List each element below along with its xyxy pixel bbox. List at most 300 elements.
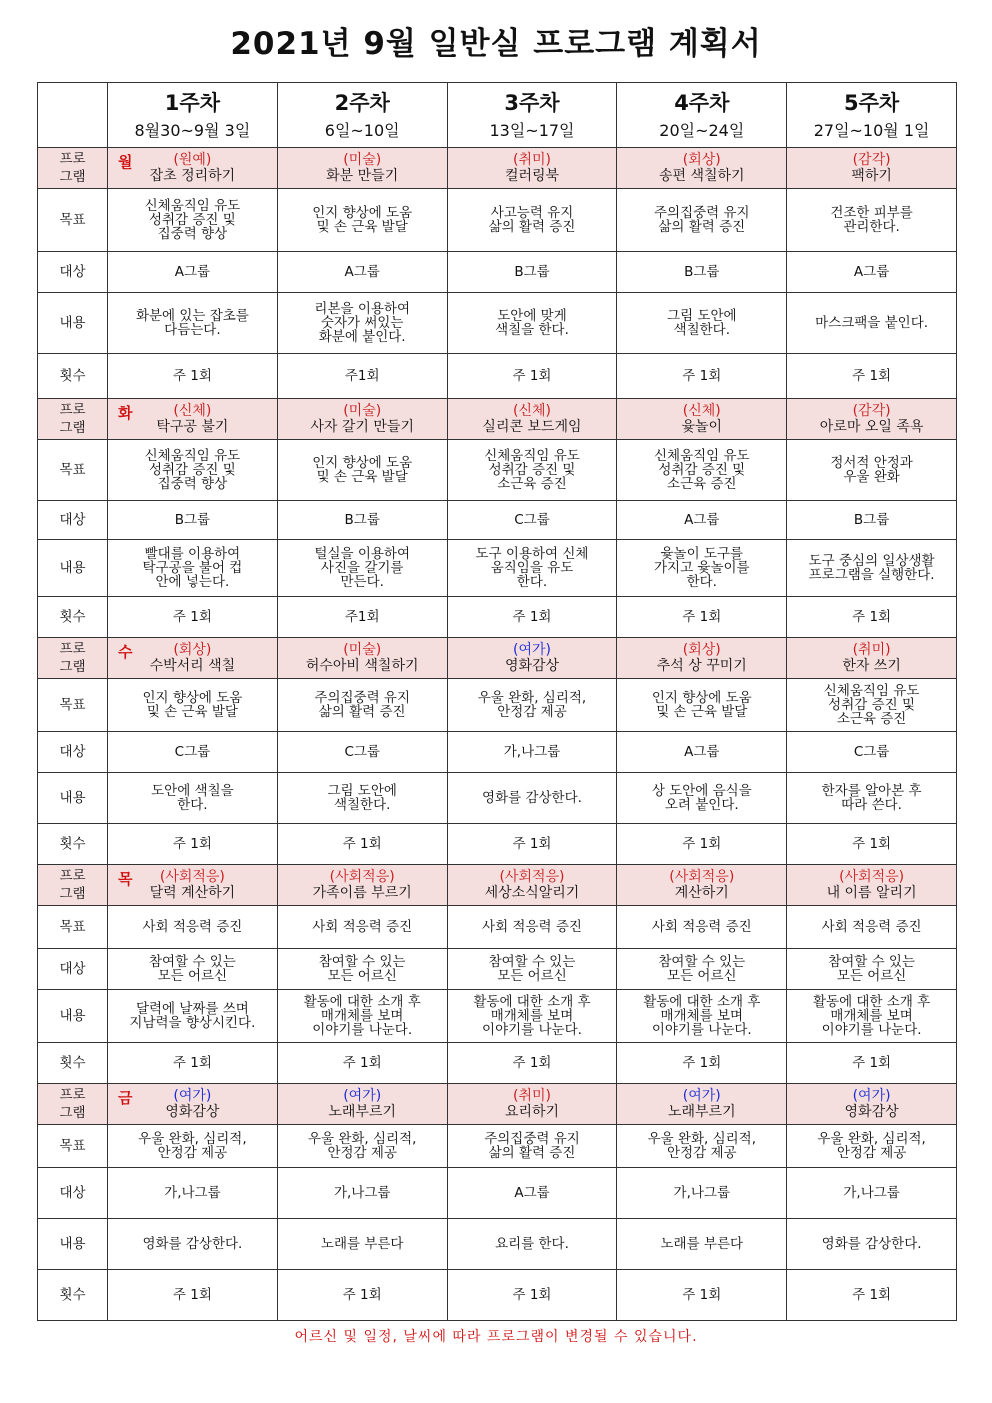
- program-name: 내 이름 알리기: [826, 885, 917, 901]
- target-text: A그룹: [853, 264, 890, 280]
- goal-cell: [617, 1125, 787, 1168]
- goal-text: 사회 적응력 증진: [142, 919, 243, 935]
- week-header-1: [108, 83, 278, 148]
- day-3-content-row: [38, 773, 957, 824]
- day-2-frequency-row: [38, 597, 957, 638]
- goal-cell: [787, 906, 957, 949]
- content-text: 노래를 부른다: [320, 1236, 404, 1252]
- goal-cell: [277, 1125, 447, 1168]
- day-2-content-row: [38, 540, 957, 597]
- program-cell: [108, 399, 278, 440]
- target-cell: [108, 949, 278, 990]
- content-text: 영화를 감상한다.: [482, 790, 582, 806]
- content-text: 도안에 색칠을 한다.: [151, 783, 234, 813]
- frequency-text: 주1회: [344, 609, 380, 625]
- program-name: 추석 상 꾸미기: [656, 658, 747, 674]
- target-cell: [617, 252, 787, 293]
- row-label-goal: [38, 906, 108, 949]
- row-label-frequency: [38, 1043, 108, 1084]
- goal-cell: [447, 1125, 617, 1168]
- target-text: A그룹: [344, 264, 380, 280]
- program-name: 잡초 정리하기: [149, 168, 236, 184]
- frequency-text: 주 1회: [172, 836, 212, 852]
- frequency-cell: [447, 597, 617, 638]
- program-category: (여가): [852, 1088, 891, 1104]
- frequency-text: 주 1회: [682, 836, 722, 852]
- program-plan-table: [37, 82, 957, 1321]
- content-text: 도안에 맞게 색칠을 한다.: [495, 308, 569, 338]
- goal-text: 정서적 안정과 우울 완화: [830, 455, 913, 485]
- target-text: 참여할 수 있는 모든 어르신: [828, 954, 916, 984]
- program-name: 송편 색칠하기: [658, 168, 745, 184]
- program-name: 수박서리 색칠: [149, 658, 236, 674]
- content-cell: [108, 773, 278, 824]
- row-label-content: [38, 990, 108, 1043]
- target-text: 참여할 수 있는 모든 어르신: [658, 954, 746, 984]
- content-text: 그림 도안에 색칠한다.: [667, 308, 737, 338]
- content-cell: [617, 1219, 787, 1270]
- goal-text: 사고능력 유지 삶의 활력 증진: [488, 205, 576, 235]
- row-label-goal: [38, 440, 108, 501]
- content-text: 활동에 대한 소개 후 매개체를 보며 이야기를 나눈다.: [643, 994, 761, 1038]
- program-category: (취미): [513, 152, 551, 168]
- content-cell: [787, 293, 957, 354]
- goal-cell: [108, 679, 278, 732]
- week-label: 1주차: [164, 91, 220, 115]
- program-category: (신체): [173, 403, 212, 419]
- program-cell: [447, 1084, 617, 1125]
- program-cell: [108, 865, 278, 906]
- goal-text: 우울 완화, 심리적, 안정감 제공: [307, 1131, 417, 1161]
- frequency-cell: [447, 1043, 617, 1084]
- row-label-frequency: [38, 824, 108, 865]
- content-cell: [617, 540, 787, 597]
- day-5-goal-row: [38, 1125, 957, 1168]
- target-text: B그룹: [514, 264, 550, 280]
- day-1-program-row: [38, 148, 957, 189]
- target-text: 참여할 수 있는 모든 어르신: [318, 954, 406, 984]
- frequency-text: 주 1회: [852, 836, 892, 852]
- program-cell: [277, 1084, 447, 1125]
- day-4-content-row: [38, 990, 957, 1043]
- weekday-label: 월: [118, 153, 133, 171]
- week-dates: 13일~17일: [489, 121, 575, 140]
- goal-cell: [447, 440, 617, 501]
- target-text: A그룹: [514, 1185, 550, 1201]
- target-cell: [617, 1168, 787, 1219]
- row-label-text: 프로 그램: [59, 402, 86, 436]
- target-cell: [277, 949, 447, 990]
- program-category: (여가): [682, 1088, 721, 1104]
- target-cell: [277, 732, 447, 773]
- day-2-target-row: [38, 501, 957, 540]
- goal-text: 사회 적응력 증진: [312, 919, 413, 935]
- program-name: 달력 계산하기: [149, 885, 236, 901]
- row-label-text: 내용: [59, 1008, 86, 1024]
- goal-text: 신체움직임 유도 성취감 증진 및 집중력 향상: [144, 198, 241, 242]
- target-cell: [447, 501, 617, 540]
- program-name: 화분 만들기: [326, 168, 399, 184]
- row-label-goal: [38, 679, 108, 732]
- row-label-frequency: [38, 597, 108, 638]
- target-cell: [108, 252, 278, 293]
- goal-text: 주의집중력 유지 삶의 활력 증진: [314, 690, 410, 720]
- row-label-text: 대상: [59, 1185, 86, 1201]
- program-category: (회상): [173, 642, 212, 658]
- content-cell: [108, 1219, 278, 1270]
- content-text: 활동에 대한 소개 후 매개체를 보며 이야기를 나눈다.: [812, 994, 931, 1038]
- program-category: (사회적응): [329, 869, 395, 885]
- frequency-text: 주 1회: [512, 1055, 552, 1071]
- goal-text: 인지 향상에 도움 및 손 근육 발달: [142, 690, 243, 720]
- goal-text: 우울 완화, 심리적, 안정감 제공: [138, 1131, 247, 1161]
- content-cell: [787, 990, 957, 1043]
- day-4-goal-row: [38, 906, 957, 949]
- frequency-text: 주 1회: [512, 1287, 552, 1303]
- program-category: (회상): [682, 642, 721, 658]
- program-name: 허수아비 색칠하기: [305, 658, 419, 674]
- program-category: (신체): [682, 403, 721, 419]
- frequency-cell: [447, 1270, 617, 1321]
- row-label-text: 목표: [59, 212, 86, 228]
- day-1-frequency-row: [38, 354, 957, 399]
- content-cell: [447, 773, 617, 824]
- day-3-goal-row: [38, 679, 957, 732]
- row-label-goal: [38, 189, 108, 252]
- row-label-frequency: [38, 1270, 108, 1321]
- target-cell: [447, 1168, 617, 1219]
- week-label: 3주차: [504, 91, 560, 115]
- program-name: 노래부르기: [328, 1104, 396, 1120]
- program-name: 실리콘 보드게임: [482, 419, 582, 435]
- row-label-text: 대상: [59, 744, 86, 760]
- target-cell: [447, 252, 617, 293]
- program-category: (회상): [682, 152, 721, 168]
- target-cell: [617, 949, 787, 990]
- row-label-target: [38, 501, 108, 540]
- frequency-cell: [787, 1270, 957, 1321]
- program-cell: [787, 865, 957, 906]
- content-text: 상 도안에 음식을 오려 붙인다.: [651, 783, 752, 813]
- program-name: 가족이름 부르기: [312, 885, 412, 901]
- week-header-5: [787, 83, 957, 148]
- target-text: B그룹: [684, 264, 720, 280]
- row-label-content: [38, 540, 108, 597]
- program-cell: [617, 399, 787, 440]
- target-cell: [787, 252, 957, 293]
- frequency-cell: [108, 824, 278, 865]
- goal-cell: [108, 440, 278, 501]
- content-cell: [277, 990, 447, 1043]
- content-text: 활동에 대한 소개 후 매개체를 보며 이야기를 나눈다.: [473, 994, 591, 1038]
- content-cell: [787, 540, 957, 597]
- target-cell: [277, 252, 447, 293]
- target-text: C그룹: [514, 512, 550, 528]
- goal-text: 주의집중력 유지 삶의 활력 증진: [654, 205, 750, 235]
- program-category: (여가): [343, 1088, 382, 1104]
- program-category: (신체): [513, 403, 551, 419]
- program-category: (사회적응): [159, 869, 225, 885]
- target-cell: [787, 1168, 957, 1219]
- goal-text: 우울 완화, 심리적, 안정감 제공: [477, 690, 587, 720]
- goal-text: 신체움직임 유도 성취감 증진 및 집중력 향상: [144, 448, 241, 492]
- target-text: A그룹: [684, 512, 720, 528]
- content-text: 빨대를 이용하여 탁구공을 불어 컵 안에 넣는다.: [142, 546, 243, 590]
- row-label-text: 내용: [59, 560, 86, 576]
- content-cell: [787, 773, 957, 824]
- week-header-2: [277, 83, 447, 148]
- target-cell: [108, 732, 278, 773]
- content-cell: [617, 773, 787, 824]
- program-category: (감각): [852, 152, 891, 168]
- content-cell: [617, 293, 787, 354]
- row-label-goal: [38, 1125, 108, 1168]
- frequency-cell: [617, 824, 787, 865]
- content-text: 그림 도안에 색칠한다.: [327, 783, 397, 813]
- goal-text: 신체움직임 유도 성취감 증진 및 소근육 증진: [823, 683, 920, 727]
- target-cell: [447, 949, 617, 990]
- program-name: 윷놀이: [681, 419, 723, 435]
- row-label-text: 프로 그램: [59, 1087, 86, 1121]
- goal-cell: [787, 440, 957, 501]
- day-3-program-row: [38, 638, 957, 679]
- day-1-target-row: [38, 252, 957, 293]
- goal-cell: [787, 679, 957, 732]
- frequency-cell: [108, 354, 278, 399]
- content-cell: [108, 990, 278, 1043]
- frequency-text: 주 1회: [342, 1055, 382, 1071]
- target-text: 가,나그룹: [164, 1185, 221, 1201]
- program-category: (취미): [513, 1088, 551, 1104]
- target-text: 참여할 수 있는 모든 어르신: [148, 954, 236, 984]
- day-1-goal-row: [38, 189, 957, 252]
- content-cell: [277, 293, 447, 354]
- row-label-target: [38, 1168, 108, 1219]
- row-label-frequency: [38, 354, 108, 399]
- goal-text: 사회 적응력 증진: [821, 919, 922, 935]
- content-text: 윷놀이 도구를 가지고 윷놀이를 한다.: [654, 546, 750, 590]
- week-label: 4주차: [674, 91, 730, 115]
- frequency-text: 주 1회: [172, 1287, 212, 1303]
- goal-cell: [277, 440, 447, 501]
- frequency-text: 주 1회: [512, 836, 552, 852]
- frequency-cell: [108, 597, 278, 638]
- day-4-target-row: [38, 949, 957, 990]
- target-text: A그룹: [684, 744, 720, 760]
- program-category: (감각): [852, 403, 891, 419]
- row-label-text: 프로 그램: [59, 641, 86, 675]
- header-row: [38, 83, 957, 148]
- frequency-text: 주 1회: [682, 1055, 722, 1071]
- target-cell: [617, 732, 787, 773]
- program-name: 영화감상: [165, 1104, 220, 1120]
- row-label-text: 횟수: [59, 368, 86, 384]
- target-cell: [277, 501, 447, 540]
- program-cell: [108, 1084, 278, 1125]
- goal-cell: [108, 189, 278, 252]
- frequency-cell: [617, 354, 787, 399]
- program-name: 컬러링북: [504, 168, 560, 184]
- content-cell: [447, 1219, 617, 1270]
- row-label-content: [38, 293, 108, 354]
- goal-cell: [447, 679, 617, 732]
- program-category: (사회적응): [839, 869, 905, 885]
- target-text: 가,나그룹: [843, 1185, 900, 1201]
- row-label-target: [38, 949, 108, 990]
- day-5-program-row: [38, 1084, 957, 1125]
- target-text: C그룹: [174, 744, 211, 760]
- program-name: 계산하기: [674, 885, 729, 901]
- weekday-label: 수: [118, 643, 133, 661]
- content-text: 달력에 날짜를 쓰며 지남력을 향상시킨다.: [129, 1001, 256, 1031]
- weekday-label: 금: [118, 1089, 133, 1107]
- frequency-cell: [277, 1043, 447, 1084]
- frequency-text: 주 1회: [682, 368, 722, 384]
- goal-cell: [617, 189, 787, 252]
- program-cell: [108, 148, 278, 189]
- frequency-text: 주 1회: [172, 368, 212, 384]
- week-label: 2주차: [334, 91, 390, 115]
- weekday-label: 목: [118, 870, 133, 888]
- target-text: B그룹: [344, 512, 380, 528]
- frequency-cell: [787, 1043, 957, 1084]
- program-cell: [277, 865, 447, 906]
- frequency-text: 주 1회: [852, 1287, 892, 1303]
- program-cell: [447, 399, 617, 440]
- program-name: 사자 갈기 만들기: [310, 419, 414, 435]
- content-text: 노래를 부른다: [660, 1236, 744, 1252]
- target-cell: [277, 1168, 447, 1219]
- frequency-cell: [617, 1043, 787, 1084]
- content-cell: [108, 293, 278, 354]
- row-label-text: 횟수: [59, 609, 86, 625]
- target-text: 가,나그룹: [673, 1185, 731, 1201]
- frequency-cell: [447, 354, 617, 399]
- goal-cell: [447, 906, 617, 949]
- week-dates: 27일~10월 1일: [813, 121, 930, 140]
- row-label-text: 목표: [59, 462, 86, 478]
- goal-text: 사회 적응력 증진: [651, 919, 752, 935]
- program-cell: [447, 148, 617, 189]
- program-name: 요리하기: [504, 1104, 560, 1120]
- row-label-text: 대상: [59, 264, 86, 280]
- row-label-program: [38, 399, 108, 440]
- frequency-cell: [447, 824, 617, 865]
- target-cell: [787, 732, 957, 773]
- frequency-text: 주 1회: [172, 1055, 212, 1071]
- target-text: 참여할 수 있는 모든 어르신: [488, 954, 576, 984]
- row-label-text: 프로 그램: [59, 151, 86, 185]
- goal-cell: [108, 906, 278, 949]
- target-cell: [108, 1168, 278, 1219]
- target-cell: [617, 501, 787, 540]
- frequency-text: 주 1회: [852, 368, 892, 384]
- goal-text: 건조한 피부를 관리한다.: [830, 205, 913, 235]
- program-cell: [447, 865, 617, 906]
- content-cell: [277, 773, 447, 824]
- program-cell: [617, 148, 787, 189]
- row-label-content: [38, 773, 108, 824]
- content-cell: [617, 990, 787, 1043]
- program-category: (취미): [852, 642, 891, 658]
- frequency-text: 주 1회: [512, 609, 552, 625]
- program-cell: [277, 148, 447, 189]
- goal-cell: [787, 1125, 957, 1168]
- frequency-text: 주 1회: [852, 609, 892, 625]
- content-cell: [447, 293, 617, 354]
- program-name: 아로마 오일 족욕: [819, 419, 924, 435]
- goal-text: 우울 완화, 심리적, 안정감 제공: [817, 1131, 926, 1161]
- program-cell: [787, 1084, 957, 1125]
- row-label-text: 대상: [59, 961, 86, 977]
- frequency-cell: [108, 1270, 278, 1321]
- program-category: (사회적응): [669, 869, 735, 885]
- target-cell: [787, 501, 957, 540]
- frequency-text: 주 1회: [682, 609, 722, 625]
- row-label-text: 대상: [59, 512, 86, 528]
- program-name: 탁구공 불기: [156, 419, 229, 435]
- program-name: 영화감상: [844, 1104, 899, 1120]
- content-cell: [447, 990, 617, 1043]
- frequency-text: 주 1회: [342, 836, 382, 852]
- program-name: 노래부르기: [667, 1104, 736, 1120]
- frequency-cell: [277, 1270, 447, 1321]
- program-category: (미술): [343, 642, 382, 658]
- content-text: 영화를 감상한다.: [821, 1236, 922, 1252]
- row-label-text: 횟수: [59, 1287, 86, 1303]
- goal-cell: [617, 440, 787, 501]
- program-category: (미술): [343, 152, 382, 168]
- goal-text: 우울 완화, 심리적, 안정감 제공: [647, 1131, 757, 1161]
- day-5-content-row: [38, 1219, 957, 1270]
- content-text: 한자를 알아본 후 따라 쓴다.: [821, 783, 922, 813]
- content-cell: [277, 1219, 447, 1270]
- day-3-frequency-row: [38, 824, 957, 865]
- day-4-program-row: [38, 865, 957, 906]
- program-category: (여가): [513, 642, 551, 658]
- week-dates: 6일~10일: [324, 121, 400, 140]
- content-cell: [108, 540, 278, 597]
- program-cell: [108, 638, 278, 679]
- row-label-text: 목표: [59, 919, 86, 935]
- program-cell: [617, 1084, 787, 1125]
- page-title: 2021년 9월 일반실 프로그램 계획서: [230, 26, 762, 62]
- goal-text: 주의집중력 유지 삶의 활력 증진: [484, 1131, 580, 1161]
- program-name: 팩하기: [851, 168, 892, 184]
- program-cell: [617, 638, 787, 679]
- program-cell: [787, 399, 957, 440]
- program-cell: [617, 865, 787, 906]
- content-text: 도구 이용하여 신체 움직임을 유도 한다.: [475, 546, 589, 590]
- day-2-goal-row: [38, 440, 957, 501]
- content-text: 털실을 이용하여 사진을 갈기를 만든다.: [314, 546, 410, 590]
- goal-cell: [108, 1125, 278, 1168]
- content-text: 화분에 있는 잡초를 다듬는다.: [135, 308, 249, 338]
- content-text: 요리를 한다.: [495, 1236, 569, 1252]
- content-cell: [447, 540, 617, 597]
- target-text: 가,나그룹: [333, 1185, 391, 1201]
- target-text: C그룹: [853, 744, 890, 760]
- row-label-program: [38, 148, 108, 189]
- day-1-content-row: [38, 293, 957, 354]
- program-cell: [277, 399, 447, 440]
- target-cell: [447, 732, 617, 773]
- program-category: (사회적응): [499, 869, 565, 885]
- row-label-text: 내용: [59, 1236, 86, 1252]
- goal-cell: [277, 189, 447, 252]
- row-label-program: [38, 865, 108, 906]
- frequency-cell: [617, 1270, 787, 1321]
